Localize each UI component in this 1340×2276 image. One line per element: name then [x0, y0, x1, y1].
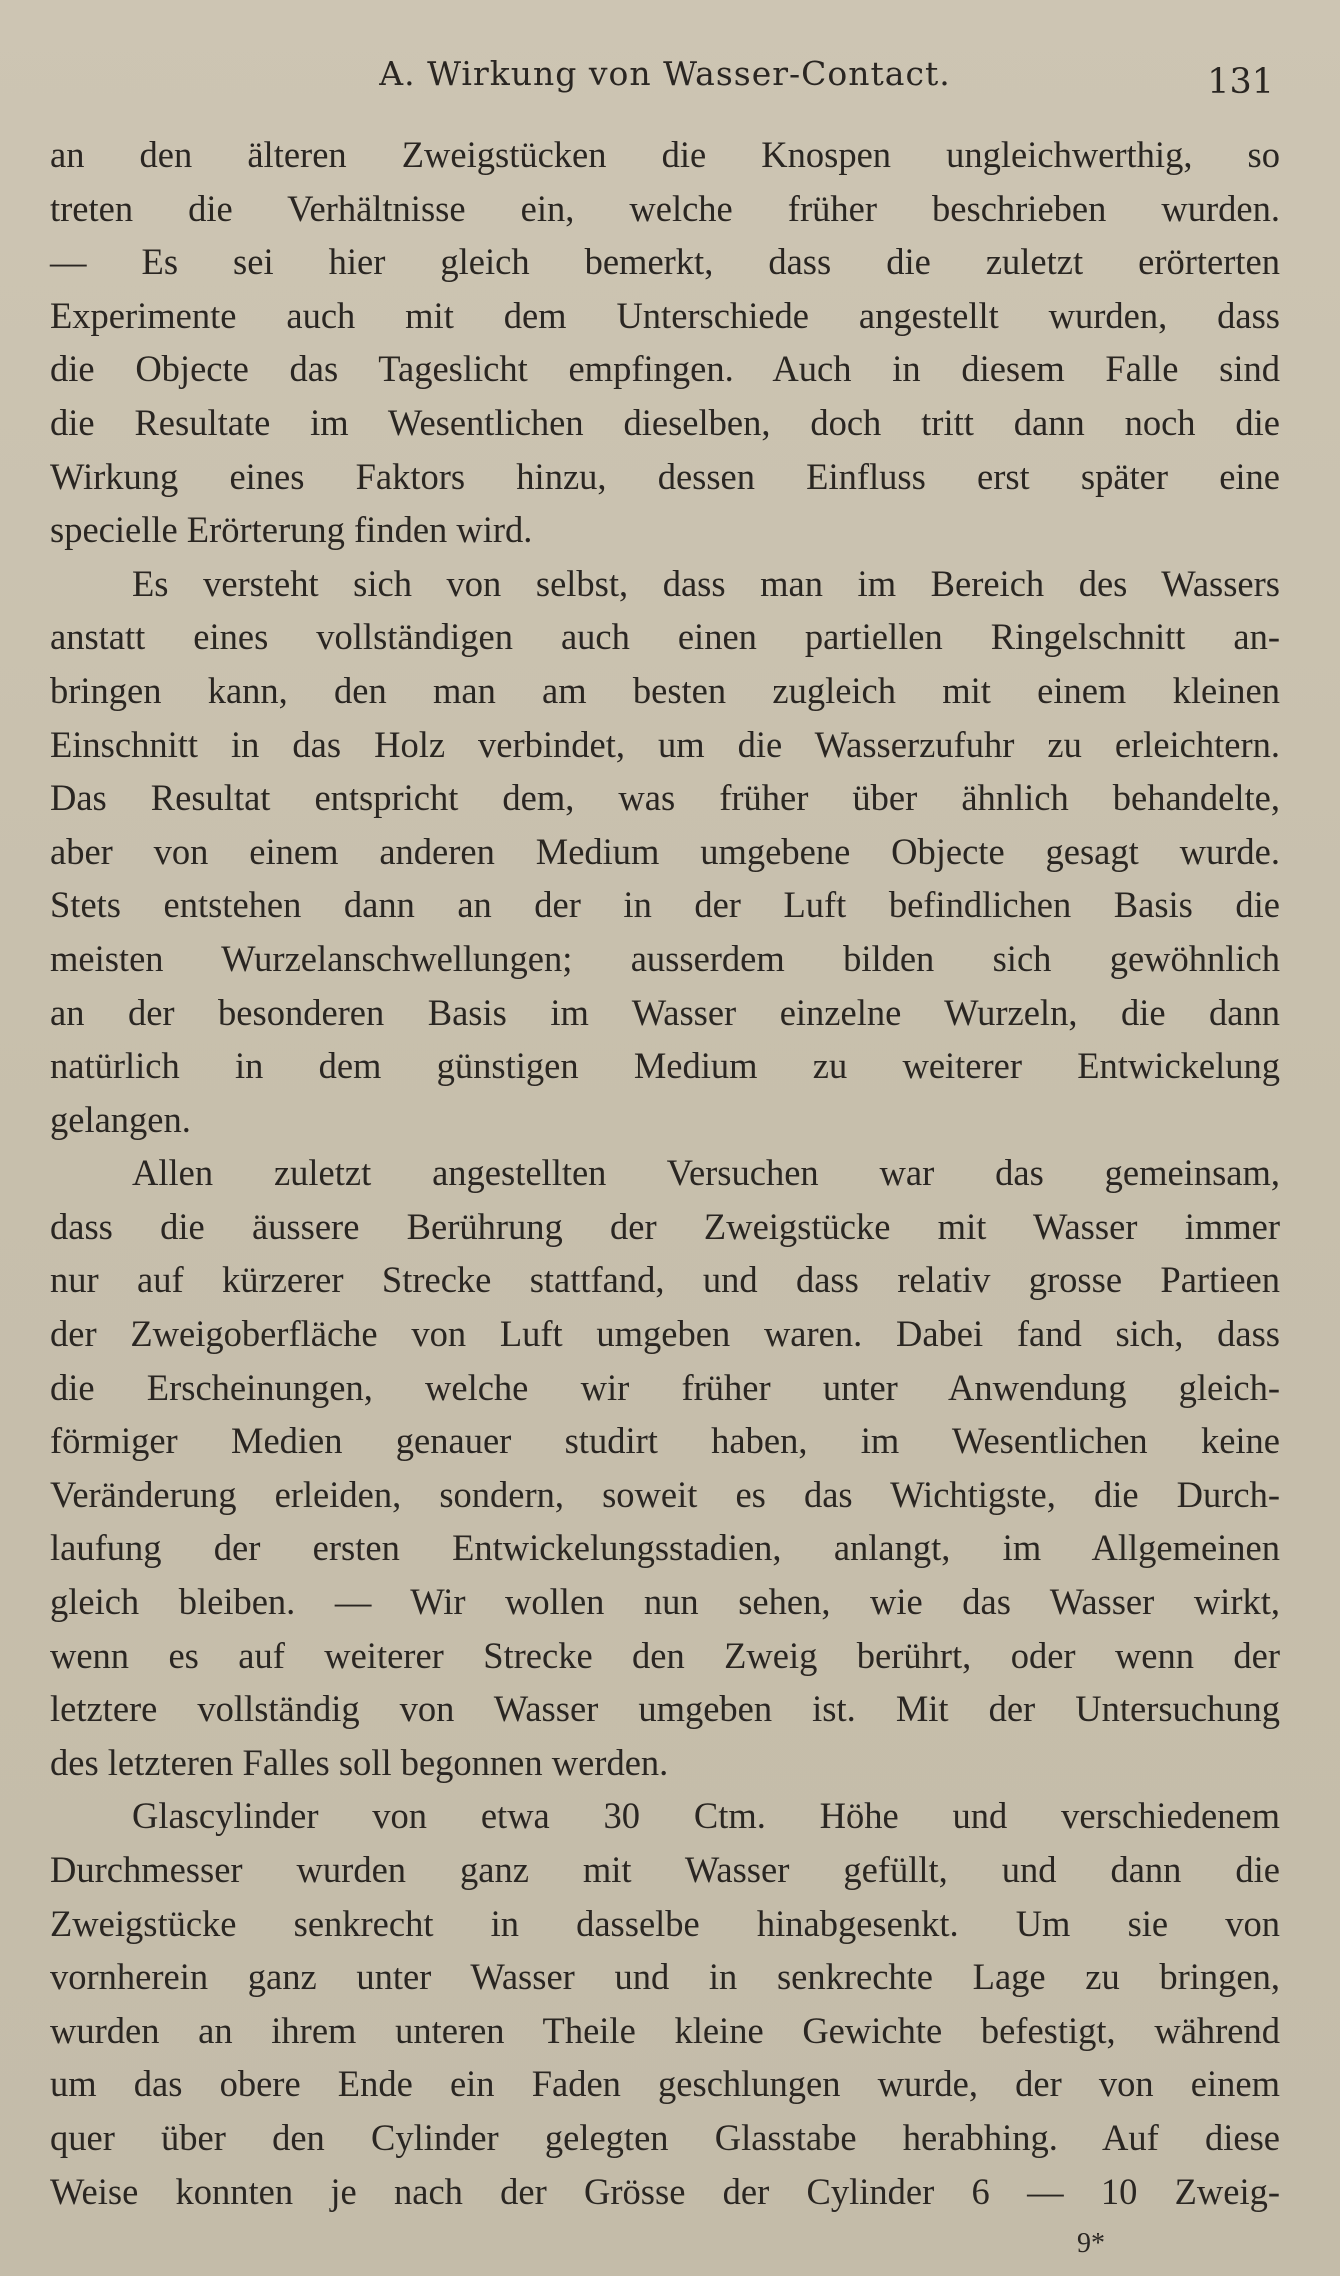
text-line: wenn es auf weiterer Strecke den Zweig berührt, oder wenn der	[50, 1634, 1280, 1676]
text-line: um das obere Ende ein Faden geschlungen wurde, der von einem	[50, 2063, 1280, 2105]
page-number: 131	[1207, 62, 1274, 102]
body-text	[50, 128, 1280, 2218]
text-line: gelangen.	[50, 1098, 191, 1140]
text-line: letztere vollständig von Wasser umgeben ist. Mit der Untersuchung	[50, 1688, 1280, 1730]
text-line: bringen kann, den man am besten zugleich mit einem kleinen	[50, 669, 1280, 711]
text-line: des letzteren Falles soll begonnen werden.	[50, 1741, 669, 1783]
text-line: quer über den Cylinder gelegten Glasstabe herabhing. Auf diese	[50, 2116, 1280, 2158]
text-line: Einschnitt in das Holz verbindet, um die Wasserzufuhr zu erleichtern.	[50, 723, 1280, 765]
text-line: meisten Wurzelanschwellungen; ausserdem bilden sich gewöhnlich	[50, 937, 1280, 979]
text-line: die Objecte das Tageslicht empfingen. Auch in diesem Falle sind	[50, 348, 1280, 390]
text-line: treten die Verhältnisse ein, welche früher beschrieben wurden.	[50, 187, 1280, 229]
text-line: die Resultate im Wesentlichen dieselben, doch tritt dann noch die	[50, 401, 1280, 443]
text-line: Weise konnten je nach der Grösse der Cylinder 6 — 10 Zweig-	[50, 2170, 1280, 2212]
running-title: A. Wirkung von Wasser-Contact.	[379, 54, 951, 93]
text-line: die Erscheinungen, welche wir früher unter Anwendung gleich-	[50, 1366, 1280, 1408]
text-line: vornherein ganz unter Wasser und in senkrechte Lage zu bringen,	[50, 1956, 1280, 1998]
text-line: Durchmesser wurden ganz mit Wasser gefüllt, und dann die	[50, 1849, 1280, 1890]
text-line: an der besonderen Basis im Wasser einzelne Wurzeln, die dann	[50, 991, 1280, 1033]
text-line: dass die äussere Berührung der Zweigstücke mit Wasser immer	[50, 1205, 1280, 1247]
text-line: Zweigstücke senkrecht in dasselbe hinabgesenkt. Um sie von	[50, 1902, 1280, 1944]
text-line: anstatt eines vollständigen auch einen partiellen Ringelschnitt an-	[50, 616, 1280, 658]
text-line: gleich bleiben. — Wir wollen nun sehen, wie das Wasser wirkt,	[50, 1581, 1280, 1623]
text-line: Veränderung erleiden, sondern, soweit es das Wichtigste, die Durch-	[50, 1473, 1280, 1515]
text-line: wurden an ihrem unteren Theile kleine Gewichte befestigt, während	[50, 2009, 1280, 2051]
text-line: Experimente auch mit dem Unterschiede angestellt wurden, dass	[50, 294, 1280, 336]
signature-mark: 9*	[1077, 2228, 1105, 2259]
text-line: nur auf kürzerer Strecke stattfand, und dass relativ grosse Partieen	[50, 1259, 1280, 1301]
text-line: förmiger Medien genauer studirt haben, im Wesentlichen keine	[50, 1420, 1280, 1462]
text-line: der Zweigoberfläche von Luft umgeben waren. Dabei fand sich, dass	[50, 1313, 1280, 1355]
text-line: laufung der ersten Entwickelungsstadien, anlangt, im Allgemeinen	[50, 1527, 1280, 1569]
text-line: an den älteren Zweigstücken die Knospen ungleichwerthig, so	[50, 134, 1280, 175]
text-line: natürlich in dem günstigen Medium zu weiterer Entwickelung	[50, 1045, 1280, 1087]
text-line: Wirkung eines Faktors hinzu, dessen Einfluss erst später eine	[50, 455, 1280, 497]
text-line: aber von einem anderen Medium umgebene Objecte gesagt wurde.	[50, 830, 1280, 872]
text-line: Allen zuletzt angestellten Versuchen war das gemeinsam,	[132, 1152, 1280, 1194]
text-line: — Es sei hier gleich bemerkt, dass die zuletzt erörterten	[50, 241, 1280, 283]
text-line: Glascylinder von etwa 30 Ctm. Höhe und verschiedenem	[132, 1795, 1280, 1837]
text-line: specielle Erörterung finden wird.	[50, 509, 533, 551]
page-header	[50, 48, 1280, 108]
text-line: Es versteht sich von selbst, dass man im Bereich des Wassers	[132, 562, 1280, 604]
text-line: Stets entstehen dann an der in der Luft befindlichen Basis die	[50, 884, 1280, 926]
text-line: Das Resultat entspricht dem, was früher über ähnlich behandelte,	[50, 777, 1280, 819]
